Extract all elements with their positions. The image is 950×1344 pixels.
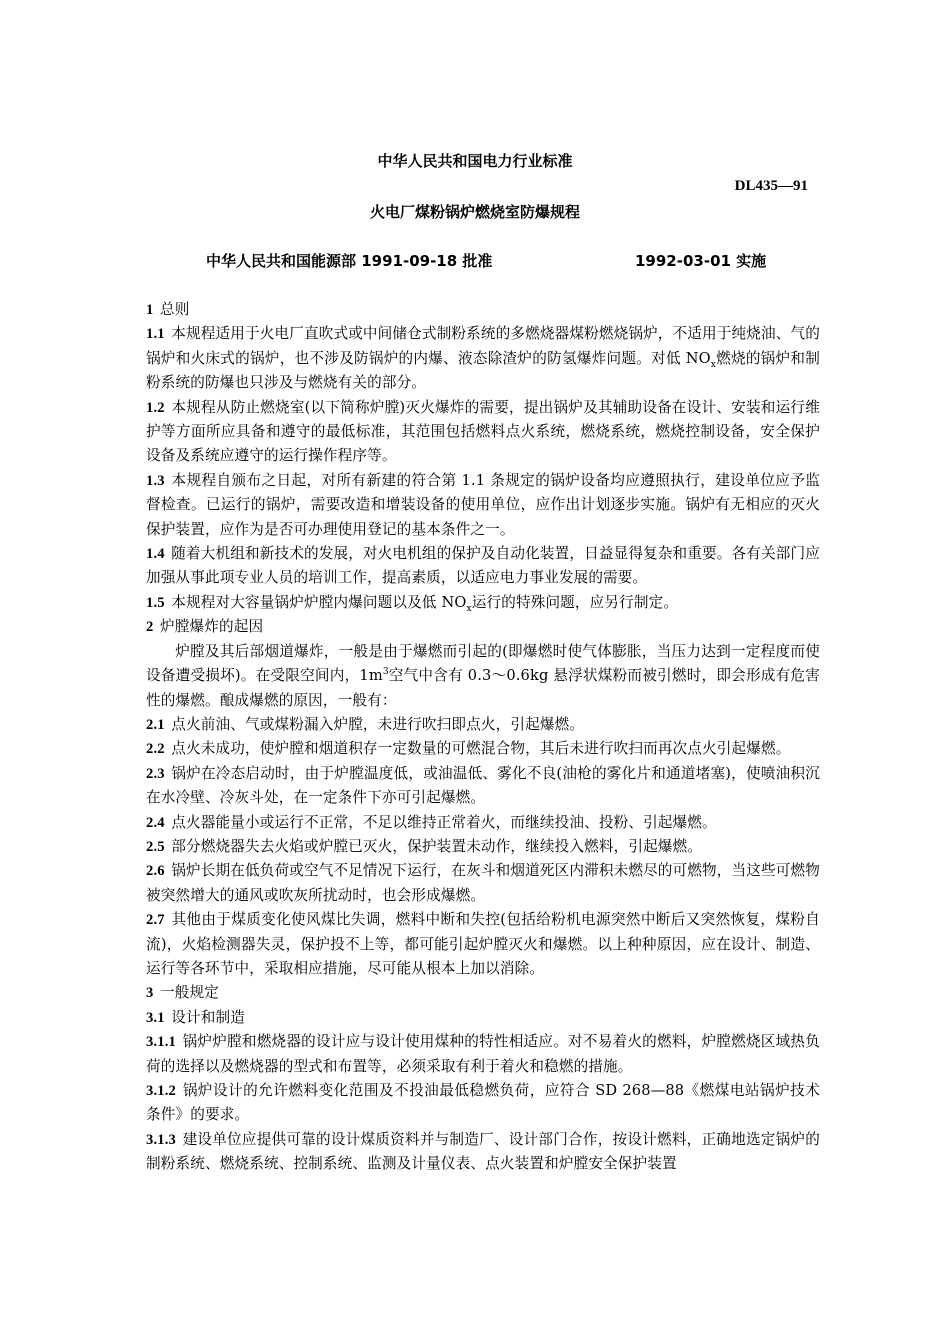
subsection-number: 3.1 — [146, 1009, 165, 1026]
clause-1-4 — [146, 542, 820, 591]
clause-text: 空气中含有 0.3～0.6kg 悬浮状煤粉而被引燃时，即会形成有危害性的爆燃。酿成爆燃的原因，一般有： — [146, 667, 821, 709]
clause-number: 3.1.1 — [146, 1034, 176, 1051]
clause-2-2 — [146, 737, 820, 761]
clause-text: 本规程适用于火电厂直吹式或中间储仓式制粉系统的多燃烧器煤粉燃烧锅炉，不适用于纯烧油、气的锅炉和火床式的锅炉，也不涉及防锅炉的内爆、液态除渣炉的防氢爆炸问题。对低 NO — [146, 325, 820, 367]
section-title: 总则 — [160, 301, 190, 318]
clause-text: 本规程对大容量锅炉炉膛内爆问题以及低 NO — [171, 593, 467, 611]
section-title: 炉膛爆炸的起因 — [160, 618, 264, 636]
clause-1-1 — [146, 322, 820, 395]
clause-number: 3.1.2 — [146, 1083, 176, 1099]
clause-1-5 — [146, 591, 820, 615]
section-number: 1 — [146, 302, 154, 318]
clause-text: 点火未成功，使炉膛和烟道积存一定数量的可燃混合物，其后未进行吹扫而再次点火引起爆燃。 — [171, 740, 791, 758]
clause-number: 1.5 — [146, 594, 165, 611]
clause-text: 本规程自颁布之日起，对所有新建的符合第 1.1 条规定的锅炉设备均应遵照执行，建设单位应予监督检查。已运行的锅炉，需要改造和增装设备的使用单位，应作出计划逐步实施。锅炉有无相应的灭火保护装置，应作为是否可办理使用登记的基本条件之一。 — [146, 471, 820, 538]
clause-number: 1.3 — [146, 472, 165, 489]
section-heading — [146, 298, 820, 322]
clause-text: 锅炉在冷态启动时，由于炉膛温度低，或油温低、雾化不良(油枪的雾化片和通道堵塞)，使喷油积沉在水冷壁、冷灰斗处，在一定条件下亦可引起爆燃。 — [146, 764, 820, 807]
clause-3-1-1 — [146, 1030, 820, 1079]
clause-text: 其他由于煤质变化使风煤比失调，燃料中断和失控(包括给粉机电源突然中断后又突然恢复，煤粉自流)，火焰检测器失灵，保护投不上等，都可能引起炉膛灭火和爆燃。以上种种原因，应在设计、制造、运行等各环节中，采取相应措施，尽可能从根本上加以消除。 — [146, 911, 820, 977]
section-number: 3 — [146, 985, 154, 1002]
document-title: 火电厂煤粉锅炉燃烧室防爆规程 — [369, 203, 580, 221]
clause-text: 部分燃烧器失去火焰或炉膛已灭火，保护装置未动作，继续投入燃料，引起爆燃。 — [171, 837, 703, 855]
clause-number: 2.5 — [146, 838, 165, 855]
subsection-heading — [146, 1006, 820, 1030]
clause-number: 1.2 — [146, 399, 165, 416]
section-heading — [146, 615, 820, 639]
clause-text: 锅炉炉膛和燃烧器的设计应与设计使用煤种的特性相适应。对不易着火的燃料，炉膛燃烧区域热负荷的选择以及燃烧器的型式和布置等，必须采取有利于着火和稳燃的措施。 — [146, 1033, 820, 1075]
clause-2-5 — [146, 835, 820, 859]
clause-2-7 — [146, 908, 820, 981]
section-heading — [146, 981, 820, 1005]
clause-2-1 — [146, 713, 820, 737]
subscript: x — [466, 603, 472, 614]
clause-2-4 — [146, 811, 820, 835]
subsection-title: 设计和制造 — [171, 1008, 245, 1026]
clause-text: 点火前油、气或煤粉漏入炉膛，未进行吹扫即点火，引起爆燃。 — [171, 715, 585, 733]
document-number: DL435—91 — [734, 178, 808, 194]
section-title: 一般规定 — [160, 984, 219, 1002]
clause-2-3 — [146, 762, 820, 811]
clause-text: 点火器能量小或运行不正常，不足以维持正常着火，而继续投油、投粉、引起爆燃。 — [171, 813, 717, 831]
clause-number: 2.7 — [146, 912, 165, 929]
clause-1-2 — [146, 396, 820, 469]
clause-text: 本规程从防止燃烧室(以下简称炉膛)灭火爆炸的需要，提出锅炉及其辅助设备在设计、安装和运行维护等方面所应具备和遵守的最低标准，其范围包括燃料点火系统，燃烧系统，燃烧控制设备，安全保护设备及系统应遵守的运行操作程序等。 — [146, 398, 820, 465]
section-intro — [146, 640, 820, 713]
section-number: 2 — [146, 619, 154, 636]
clause-number: 2.4 — [146, 814, 165, 831]
clause-text: 燃烧的锅炉和制粉系统的防爆也只涉及与燃烧有关的部分。 — [146, 349, 820, 392]
approval-line: 中华人民共和国能源部 1991-09-18 批准 — [206, 252, 493, 270]
clause-number: 2.6 — [146, 863, 165, 880]
effective-date: 1992-03-01 实施 — [635, 252, 767, 270]
clause-3-1-2 — [146, 1079, 820, 1128]
clause-2-6 — [146, 859, 820, 908]
clause-number: 3.1.3 — [146, 1131, 176, 1148]
clause-number: 1.4 — [146, 546, 165, 563]
clause-text: 随着大机组和新技术的发展，对火电机组的保护及自动化装置，日益显得复杂和重要。各有关部门应加强从事此项专业人员的培训工作，提高素质，以适应电力事业发展的需要。 — [146, 545, 820, 587]
clause-number: 2.1 — [146, 716, 165, 733]
clause-number: 1.1 — [146, 326, 165, 343]
document-body — [146, 298, 820, 1177]
subscript: x — [710, 359, 716, 370]
superscript: 3 — [382, 667, 389, 678]
clause-text: 锅炉长期在低负荷或空气不足情况下运行，在灰斗和烟道死区内滞积未燃尽的可燃物，当这些可燃物被突然增大的通风或吹灰所扰动时，也会形成爆燃。 — [146, 862, 820, 904]
standard-org-heading: 中华人民共和国电力行业标准 — [377, 152, 573, 170]
clause-text: 炉膛及其后部烟道爆炸，一般是由于爆燃而引起的(即爆燃时使气体膨胀，当压力达到一定程度而使设备遭受损坏)。在受限空间内，1m — [146, 642, 820, 685]
clause-text: 建设单位应提供可靠的设计煤质资料并与制造厂、设计部门合作，按设计燃料，正确地选定锅炉的制粉系统、燃烧系统、控制系统、监测及计量仪表、点火装置和炉膛安全保护装置 — [146, 1130, 820, 1173]
clause-text: 运行的特殊问题，应另行制定。 — [471, 593, 679, 611]
clause-1-3 — [146, 469, 820, 542]
clause-text: 锅炉设计的允许燃料变化范围及不投油最低稳燃负荷，应符合 SD 268—88《燃煤电站锅炉技术条件》的要求。 — [146, 1082, 820, 1124]
clause-3-1-3 — [146, 1128, 820, 1177]
clause-number: 2.3 — [146, 765, 165, 782]
clause-number: 2.2 — [146, 741, 165, 758]
